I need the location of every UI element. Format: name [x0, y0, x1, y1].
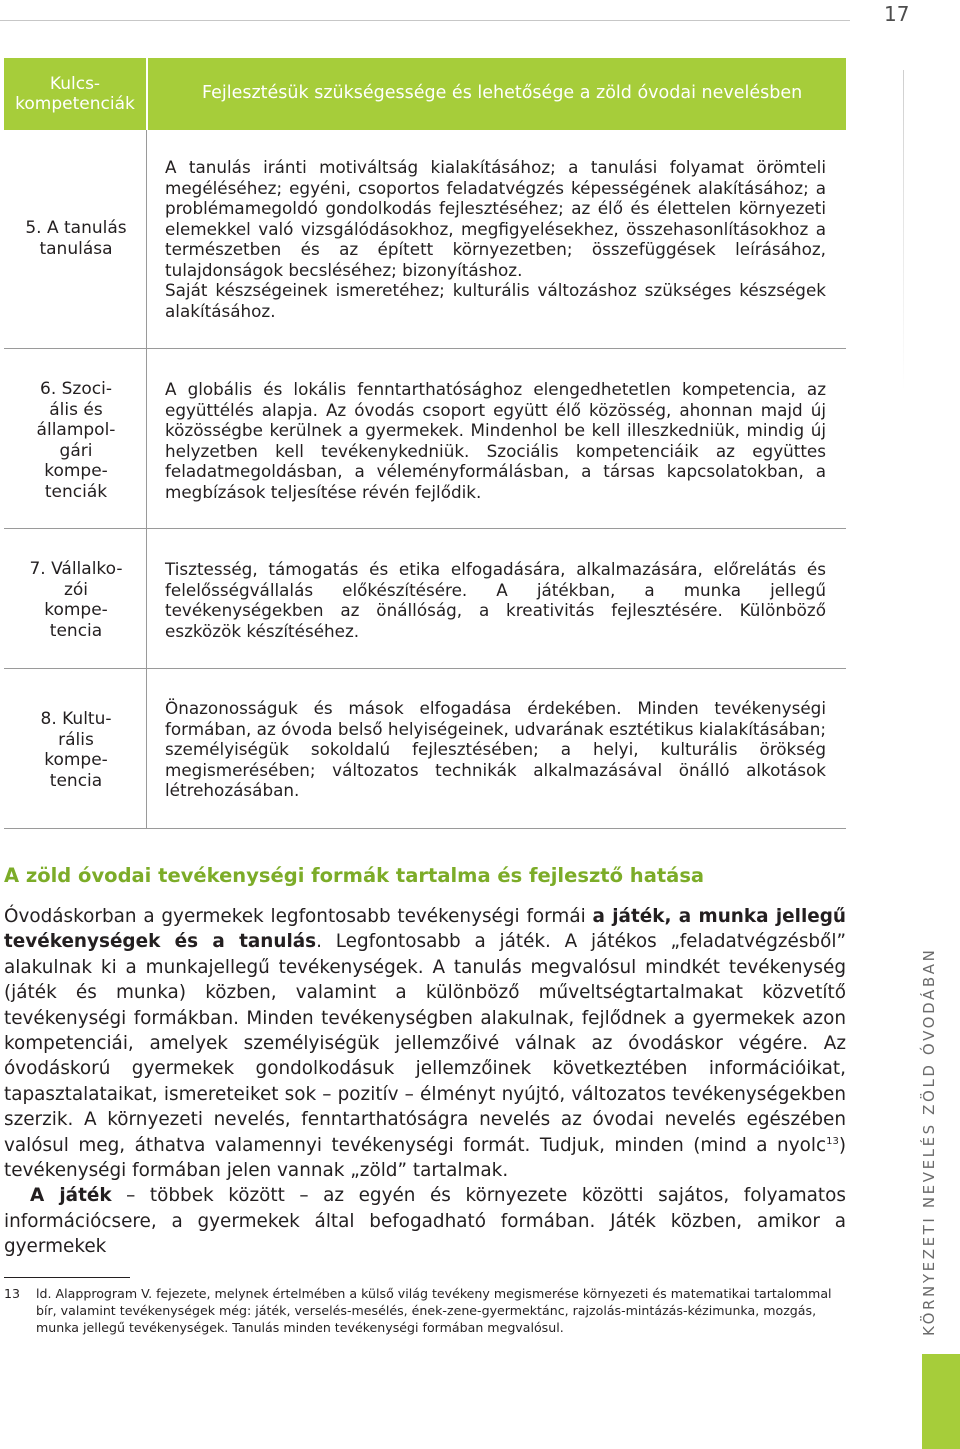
table-row-rule — [4, 528, 846, 529]
side-running-title: KÖRNYEZETI NEVELÉS ZÖLD ÓVODÁBAN — [920, 947, 938, 1336]
table-column-divider — [146, 130, 147, 828]
table-row-6-content — [165, 379, 826, 502]
table-bottom-rule — [4, 828, 846, 829]
table-row-7-paragraph: Tisztesség, támogatás és etika elfogadására, alkalmazására, előrelátás és felelősségvállalás előkészítésére. A játékban, a munka jellegű tevékenységekben az önállóság, a kreativitás fejlesztésére. Különböző eszközök készítéséhez. — [165, 559, 826, 641]
footnote-rule — [4, 1277, 130, 1278]
section-title: A zöld óvodai tevékenységi formák tartalma és fejlesztő hatása — [4, 864, 705, 887]
footnote-number: 13 — [4, 1286, 21, 1301]
table-row-8-competence: 8. Kultu- rális kompe- tencia — [40, 709, 112, 791]
table-header-development: Fejlesztésük szükségessége és lehetősége a zöld óvodai nevelésben — [202, 83, 803, 103]
body-text — [4, 904, 846, 1260]
table-row-8-paragraph: Önazonosságuk és mások elfogadása érdekében. Minden tevékenységi formában, az óvoda belső helyiségeinek, udvarának esztétikus kialakításában; személyiségük sokoldalú fejlesztésében; a helyi, kulturális örökség megismerésében; változatos technikák alkalmazásával önálló alkotások létrehozásában. — [165, 698, 826, 800]
table-row-7-content — [165, 559, 826, 641]
side-color-bar — [922, 1354, 960, 1449]
table-row-6-competence: 6. Szoci- ális és állampol- gári kompe- tenciák — [36, 379, 116, 502]
table-row-5-paragraph: A tanulás iránti motiváltság kialakításához; a tanulási folyamat örömteli megéléséhez; egyéni, csoportos feladatvégzés képességének alakításához; a problémamegoldó gondolkodás fejlesztéséhez; az élő és élettelen környezeti elemekkel való vizsgálódásokhoz, megfigyelésekhez, összehasonlításokhoz a természetben és az épített környezetben; összefüggések leírásához, tulajdonságok becsléséhez; bizonyításhoz. — [165, 157, 826, 280]
table-row-5-paragraph: Saját készségeinek ismeretéhez; kulturális változáshoz szükséges készségek alakításához. — [165, 280, 826, 321]
body-paragraph-2: A játék – többek között – az egyén és környezete közötti sajátos, folyamatos információcsere, a gyermekek által befogadható formában. Játék közben, amikor a gyermekek — [4, 1185, 846, 1258]
table-header — [4, 58, 846, 130]
header-rule — [0, 20, 850, 21]
table-row-rule — [4, 668, 846, 669]
table-row-rule — [4, 348, 846, 349]
footnote — [4, 1285, 834, 1336]
footnote-reference: 13 — [826, 1135, 839, 1147]
side-decoration-line — [903, 70, 904, 390]
table-row-5-competence: 5. A tanulás tanulása — [25, 218, 127, 259]
footnote-text: ld. Alapprogram V. fejezete, melynek értelmében a külső világ tevékeny megismerése környezeti és matematikai tartalommal bír, valamint tevékenységek még: játék, verselés-mesélés, ének-zene-gyermektánc, rajzolás-mintázás-kézimunka, mozgás, munka jellegű tevékenységek. Tanulás minden tevékenységi formában megvalósul. — [36, 1286, 832, 1335]
body-paragraph-1: Óvodáskorban a gyermekek legfontosabb tevékenységi formái a játék, a munka jellegű tevékenységek és a tanulás. Legfontosabb a játék. A játékos „feladatvégzésből” alakulnak ki a munkajellegű tevékenységek. A tanulás megvalósul mindkét tevékenység (játék és munka) közben, valamint a különböző műveltségtartalmakat közvetítő tevékenységi formákban. Minden tevékenységben alakulnak, fejlődnek a gyermekek azon kompetenciái, amelyek személyiségük jellemzőivé válnak az óvodáskor végére. Az óvodáskorú gyermekek gondolkodásuk jellemzőinek következtében információikat, tapasztalataikat, ismereteiket sok – pozitív – élményt nyújtó, változatos tevékenységekben szerzik. A környezeti nevelés, fenntarthatóságra nevelés az óvodai nevelés egészében valósul meg, áthatva valamennyi tevékenységi formát. Tudjuk, minden (mind a nyolc$^{13}$) tevékenységi formában jelen vannak „zöld” tartalmak. — [4, 906, 846, 1182]
table-header-divider — [146, 58, 148, 130]
table-row-8-content — [165, 698, 826, 801]
table-row-5-content — [165, 157, 826, 321]
page-number: 17 — [884, 2, 910, 26]
table-row-7-competence: 7. Vállalko- zói kompe- tencia — [29, 559, 123, 641]
table-row-6-paragraph: A globális és lokális fenntarthatósághoz elengedhetetlen kompetencia, az együttélés alapja. Az óvodás csoport együtt élő közösség, ahonnan majd új közösségbe kerülnek a gyermekek. Mindenhol be kell illeszkedniük, mindig új helyzetben kell tevékenykedniük. Szociális kompetenciáik az együttes feladatmegoldásban, a véleményformálásban, a társas kapcsolatokban, a megbízások teljesítése révén fejlődik. — [165, 379, 826, 502]
table-header-competences: Kulcs- kompetenciák — [15, 74, 135, 114]
